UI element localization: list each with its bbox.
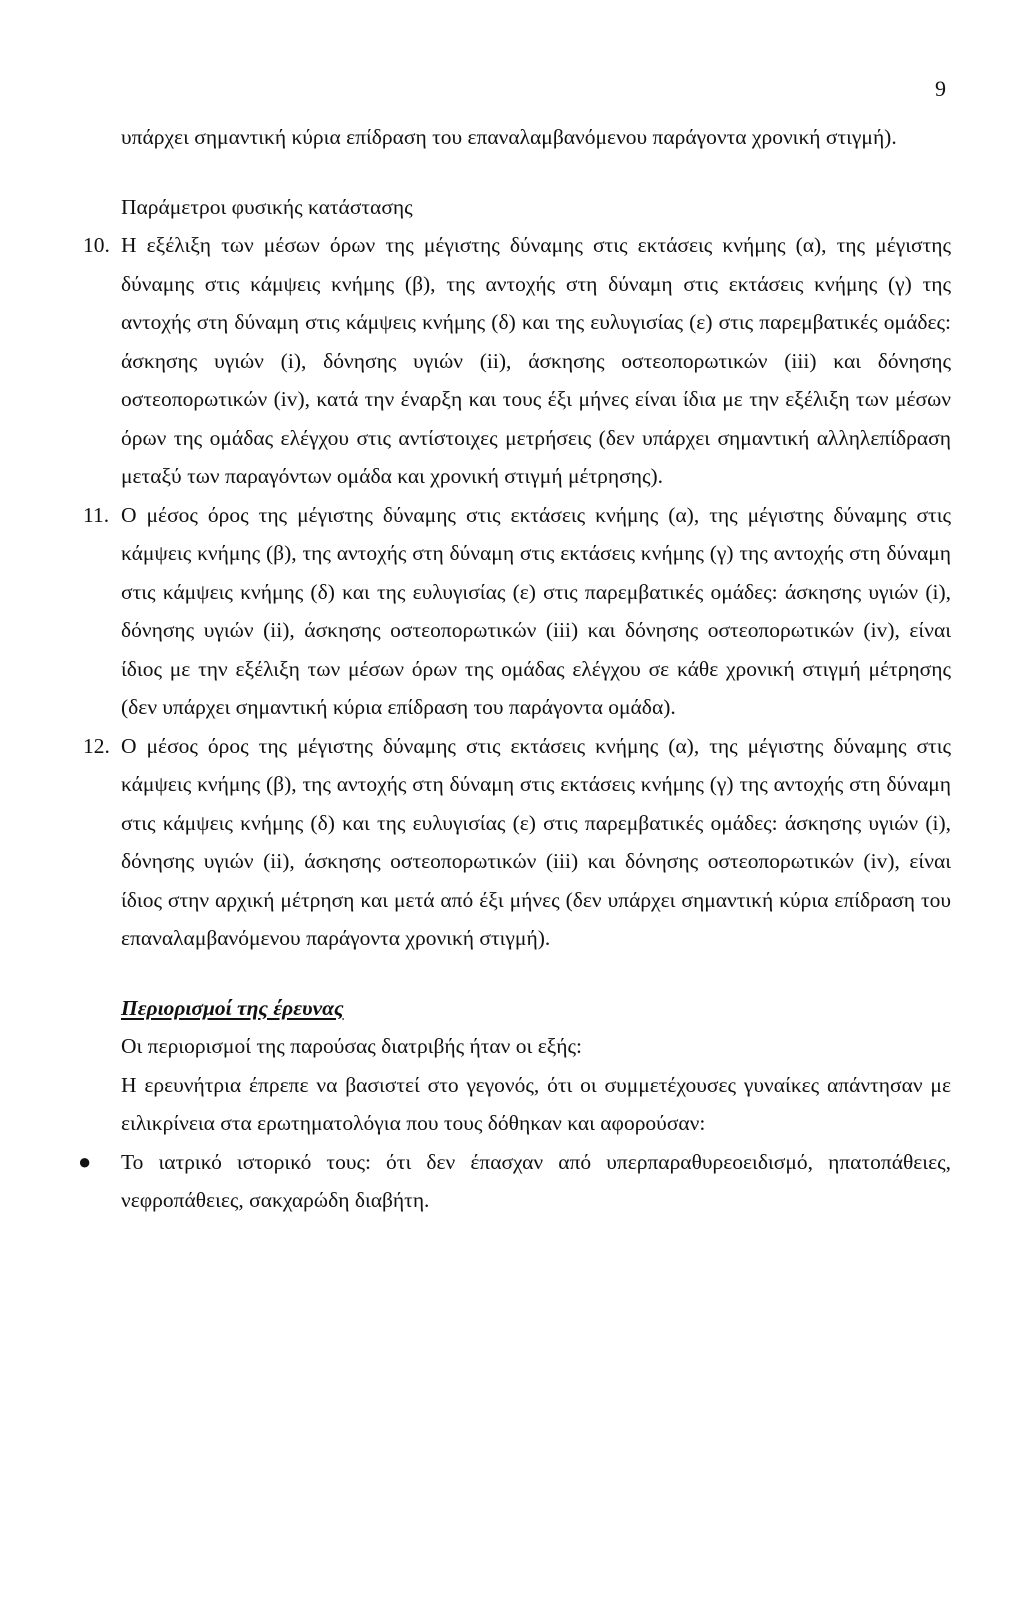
numbered-item-11 [83,496,951,727]
item-number: 12. [83,733,110,758]
limitations-bullet-item [78,1143,951,1220]
item-number: 10. [83,233,110,257]
section-heading: Παράμετροι φυσικής κατάστασης [121,194,413,219]
item-number: 11. [83,502,110,527]
numbered-item-12 [83,727,951,958]
numbered-item-10 [83,226,951,496]
document-body [78,118,951,1220]
bullet-icon: ● [78,1148,92,1174]
item-text: Ο μέσος όρος της μέγιστης δύναμης στις εκτάσεις κνήμης (α), της μέγιστης δύναμης στις κάμψεις κνήμης (β), της αντοχής στη δύναμη στις εκτάσεις κνήμης (γ) της αντοχής στη δύναμη στις κάμψεις κνήμης (δ) και της ευλυγισίας (ε) στις παρεμβατικές ομάδες: άσκησης υγιών (i), δόνησης υγιών (ii), άσκησης οστεοπορωτικών (iii) και δόνησης οστεοπορωτικών (iv), είναι ίδιος στην αρχική μέτρηση και μετά από έξι μήνες (δεν υπάρχει σημαντική κύρια επίδραση του επαναλαμβανόμενου παράγοντα χρονική στιγμή). [121,733,951,950]
limitations-statement: Η ερευνήτρια έπρεπε να βασιστεί στο γεγονός, ότι οι συμμετέχουσες γυναίκες απάντησαν με ειλικρίνεια στα ερωτηματολόγια που τους δόθηκαν και αφορούσαν: [121,1072,951,1135]
continuation-paragraph: υπάρχει σημαντική κύρια επίδραση του επαναλαμβανόμενου παράγοντα χρονική στιγμή). [121,125,897,149]
page-number: 9 [935,76,946,101]
limitations-title: Περιορισμοί της έρευνας [121,995,344,1020]
item-text: Η εξέλιξη των μέσων όρων της μέγιστης δύναμης στις εκτάσεις κνήμης (α), της μέγιστης δύναμης στις κάμψεις κνήμης (β), της αντοχής στη δύναμη στις εκτάσεις κνήμης (γ) της αντοχής στη δύναμη στις κάμψεις κνήμης (δ) και της ευλυγισίας (ε) στις παρεμβατικές ομάδες: άσκησης υγιών (i), δόνησης υγιών (ii), άσκησης οστεοπορωτικών (iii) και δόνησης οστεοπορωτικών (iv), κατά την έναρξη και τους έξι μήνες είναι ίδια με την εξέλιξη των μέσων όρων της ομάδας ελέγχου στις αντίστοιχες μετρήσεις (δεν υπάρχει σημαντική αλληλεπίδραση μεταξύ των παραγόντων ομάδα και χρονική στιγμή μέτρησης). [121,233,951,488]
limitations-intro: Οι περιορισμοί της παρούσας διατριβής ήταν οι εξής: [121,1034,583,1058]
item-text: Ο μέσος όρος της μέγιστης δύναμης στις εκτάσεις κνήμης (α), της μέγιστης δύναμης στις κάμψεις κνήμης (β), της αντοχής στη δύναμη στις εκτάσεις κνήμης (γ) της αντοχής στη δύναμη στις κάμψεις κνήμης (δ) και της ευλυγισίας (ε) στις παρεμβατικές ομάδες: άσκησης υγιών (i), δόνησης υγιών (ii), άσκησης οστεοπορωτικών (iii) και δόνησης οστεοπορωτικών (iv), είναι ίδιος με την εξέλιξη των μέσων όρων της ομάδας ελέγχου σε κάθε χρονική στιγμή μέτρησης (δεν υπάρχει σημαντική κύρια επίδραση του παράγοντα ομάδα). [121,502,951,719]
bullet-text: Το ιατρικό ιστορικό τους: ότι δεν έπασχαν από υπερπαραθυρεοειδισμό, ηπατοπάθειες, νεφροπάθειες, σακχαρώδη διαβήτη. [121,1149,951,1212]
